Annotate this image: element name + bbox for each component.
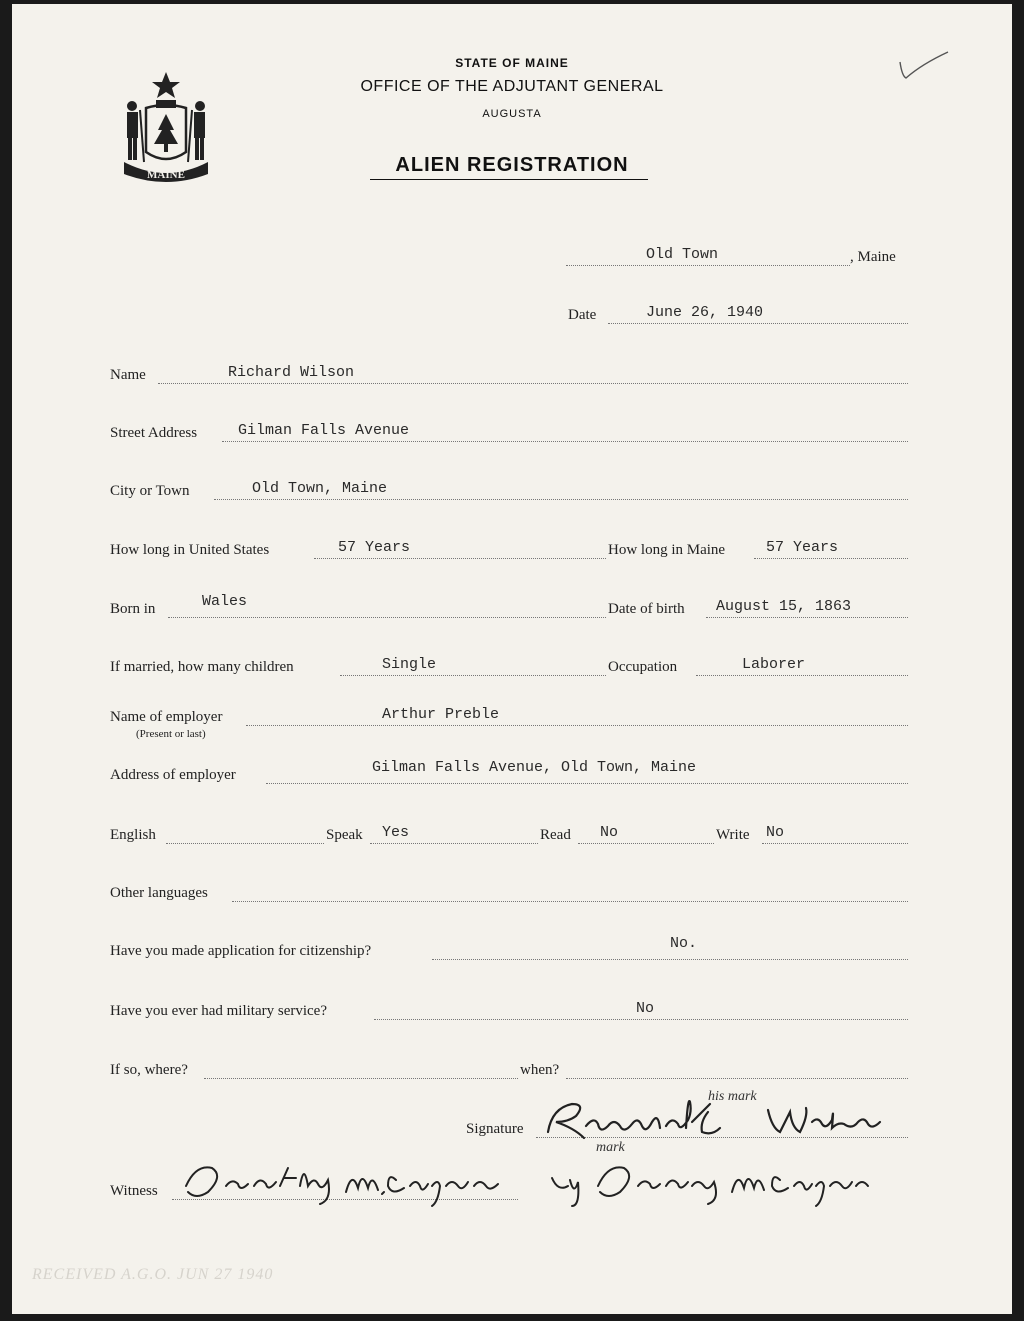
street-row bbox=[110, 422, 910, 444]
us-value: 57 Years bbox=[338, 539, 411, 556]
occupation-label: Occupation bbox=[608, 659, 678, 675]
signature-image bbox=[542, 1082, 892, 1150]
city-heading: AUGUSTA bbox=[482, 108, 542, 120]
form-title: ALIEN REGISTRATION bbox=[395, 154, 629, 176]
street-label: Street Address bbox=[110, 425, 198, 441]
witness-value bbox=[13, 5, 14, 6]
residence-row bbox=[110, 539, 910, 561]
military-label: Have you ever had military service? bbox=[110, 1003, 327, 1019]
date-row bbox=[110, 304, 910, 326]
office-heading: OFFICE OF THE ADJUTANT GENERAL bbox=[360, 78, 664, 95]
english-label: English bbox=[110, 827, 156, 843]
when-label: when? bbox=[520, 1062, 560, 1078]
signature-mark: his mark bbox=[708, 1089, 757, 1104]
other-languages-label: Other languages bbox=[110, 885, 208, 901]
city-label: City or Town bbox=[110, 483, 190, 499]
maine-value: 57 Years bbox=[766, 539, 839, 556]
name-label: Name bbox=[110, 367, 146, 383]
speak-label: Speak bbox=[326, 827, 363, 843]
date-label: Date bbox=[568, 307, 597, 323]
employer-address-label: Address of employer bbox=[110, 767, 236, 783]
place-suffix: , Maine bbox=[850, 249, 896, 265]
city-row bbox=[110, 480, 910, 502]
maine-label: How long in Maine bbox=[608, 542, 726, 558]
employer-value: Arthur Preble bbox=[382, 706, 500, 723]
citizenship-row bbox=[110, 935, 910, 962]
other-languages-row bbox=[110, 882, 910, 904]
dob-value: August 15, 1863 bbox=[716, 598, 852, 615]
name-row bbox=[110, 364, 910, 386]
military-value: No bbox=[636, 1000, 655, 1017]
place-row bbox=[110, 246, 910, 268]
write-label: Write bbox=[716, 827, 750, 843]
city-value: Old Town, Maine bbox=[252, 480, 388, 497]
birth-row bbox=[110, 593, 910, 620]
employer-row bbox=[110, 706, 910, 740]
witness-label: Witness bbox=[110, 1183, 158, 1199]
speak-value: Yes bbox=[382, 824, 410, 841]
military-row bbox=[110, 1000, 910, 1022]
us-label: How long in United States bbox=[110, 542, 270, 558]
citizenship-value: No. bbox=[670, 935, 698, 952]
children-label: If married, how many children bbox=[110, 659, 294, 675]
street-value: Gilman Falls Avenue bbox=[238, 422, 410, 439]
occupation-value: Laborer bbox=[742, 656, 806, 673]
where-label: If so, where? bbox=[110, 1062, 188, 1078]
signature-label: Signature bbox=[466, 1121, 524, 1137]
children-row bbox=[110, 656, 910, 678]
witness-signature-image bbox=[176, 1142, 876, 1208]
born-label: Born in bbox=[110, 601, 156, 617]
read-value: No bbox=[600, 824, 619, 841]
state-heading: STATE OF MAINE bbox=[455, 56, 569, 70]
date-value: June 26, 1940 bbox=[646, 304, 764, 321]
place-value: Old Town bbox=[646, 246, 719, 263]
name-value: Richard Wilson bbox=[228, 364, 355, 381]
read-label: Read bbox=[540, 827, 571, 843]
employer-address-value: Gilman Falls Avenue, Old Town, Maine bbox=[372, 759, 697, 776]
english-row bbox=[110, 824, 910, 846]
where-row bbox=[110, 1059, 910, 1081]
dob-label: Date of birth bbox=[608, 601, 685, 617]
title-underline bbox=[370, 179, 648, 180]
citizenship-label: Have you made application for citizenship? bbox=[110, 943, 372, 959]
employer-label: Name of employer bbox=[110, 709, 223, 725]
children-value: Single bbox=[382, 656, 437, 673]
received-stamp: RECEIVED A.G.O. JUN 27 1940 bbox=[32, 1266, 274, 1283]
witness-mark-note: mark bbox=[596, 1140, 625, 1155]
seal-text: MAINE bbox=[147, 169, 185, 181]
write-value: No bbox=[766, 824, 785, 841]
employer-sublabel: (Present or last) bbox=[136, 728, 206, 740]
registration-form bbox=[12, 4, 1012, 1314]
born-value: Wales bbox=[202, 593, 248, 610]
employer-address-row bbox=[110, 759, 910, 786]
